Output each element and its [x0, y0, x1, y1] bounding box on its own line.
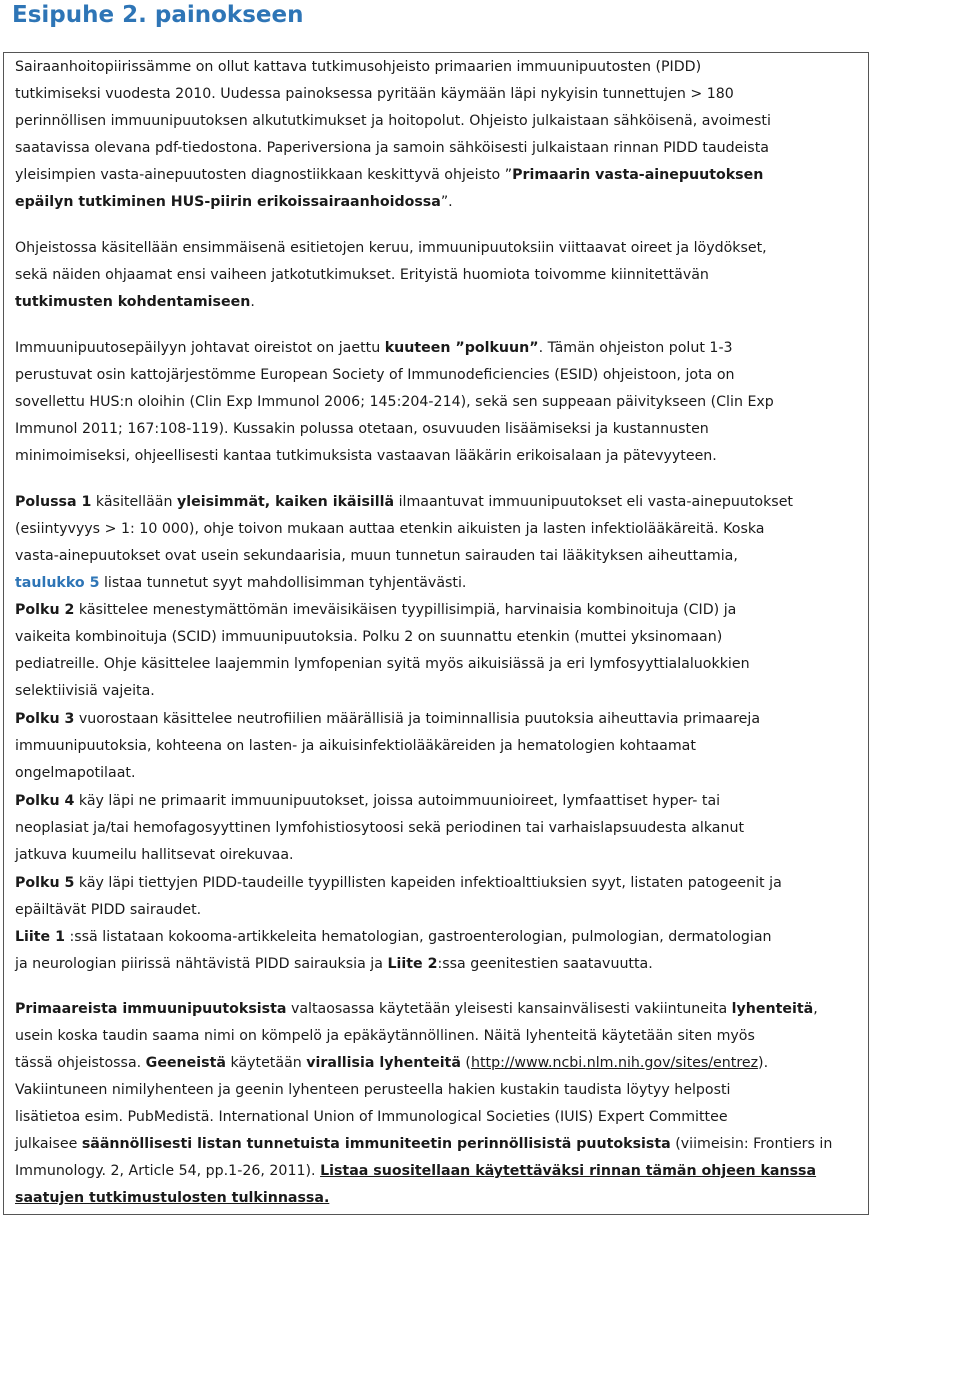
text-line: saatavissa olevana pdf-tiedostona. Paperiversiona ja samoin sähköisesti julkaistaan rinnan PIDD taudeista	[15, 140, 769, 156]
text-line: Polku 3 vuorostaan käsittelee neutrofiilien määrällisiä ja toiminnallisia puutoksia aiheuttavia primaareja	[15, 711, 761, 727]
text-line: Sairaanhoitopiirissämme on ollut kattava tutkimusohjeisto primaarien immuunipuutosten (PIDD)	[15, 59, 702, 75]
text-line: saatujen tutkimustulosten tulkinnassa.	[15, 1190, 330, 1206]
text-line: taulukko 5 listaa tunnetut syyt mahdollisimman tyhjentävästi.	[15, 575, 467, 591]
text-line: Ohjeistossa käsitellään ensimmäisenä esitietojen keruu, immuunipuutoksiin viittaavat oireet ja löydökset,	[15, 240, 767, 256]
text-line: Liite 1 :ssä listataan kokooma-artikkeleita hematologian, gastroenterologian, pulmologian, dermatologian	[15, 929, 772, 945]
text-line: perinnöllisen immuunipuutoksen alkututkimukset ja hoitopolut. Ohjeisto julkaistaan sähköisenä, avoimesti	[15, 113, 771, 129]
text-line: Polku 2 käsittelee menestymättömän imeväisikäisen tyypillisimpiä, harvinaisia kombinoituja (CID) ja	[15, 602, 737, 618]
entrez-link[interactable]: http://www.ncbi.nlm.nih.gov/sites/entrez	[470, 1055, 759, 1071]
text-line: Immunol 2011; 167:108-119). Kussakin polussa otetaan, osuvuuden lisäämiseksi ja kustannusten	[15, 421, 709, 437]
table-5-link[interactable]: taulukko 5	[15, 575, 100, 591]
text-line: yleisimpien vasta-ainepuutosten diagnostiikkaan keskittyvä ohjeisto ”Primaarin vasta-ainepuutoksen	[15, 167, 764, 183]
text-line: immuunipuutoksia, kohteena on lasten- ja aikuisinfektiolääkäreiden ja hematologien kohtaamat	[15, 738, 696, 754]
text-line: selektiivisiä vajeita.	[15, 683, 155, 699]
text-line: (esiintyvyys > 1: 10 000), ohje toivon mukaan auttaa etenkin aikuisten ja lasten infektiolääkäreitä. Koska	[15, 521, 765, 537]
text-line: vasta-ainepuutokset ovat usein sekundaarisia, muun tunnetun sairauden tai lääkityksen aiheuttamia,	[15, 548, 738, 564]
text-line: epäiltävät PIDD sairaudet.	[15, 902, 202, 918]
text-line: sovellettu HUS:n oloihin (Clin Exp Immunol 2006; 145:204-214), sekä sen suppeaan päivitykseen (Clin Exp	[15, 394, 774, 410]
text-line: ja neurologian piirissä nähtävistä PIDD sairauksia ja Liite 2:ssa geenitestien saatavuutta.	[15, 956, 653, 972]
text-line: vaikeita kombinoituja (SCID) immuunipuutoksia. Polku 2 on suunnattu etenkin (muttei yksinomaan)	[15, 629, 723, 645]
text-line: pediatreille. Ohje käsittelee laajemmin lymfopenian syitä myös aikuisiässä ja eri lymfosyyttialaluokkien	[15, 656, 750, 672]
text-line: Immuunipuutosepäilyyn johtavat oireistot on jaettu kuuteen ”polkuun”. Tämän ohjeiston polut 1-3	[15, 340, 733, 356]
text-line: Immunology. 2, Article 54, pp.1-26, 2011). Listaa suositellaan käytettäväksi rinnan tämän ohjeen kanssa	[15, 1163, 817, 1179]
text-line: perustuvat osin kattojärjestömme European Society of Immunodeficiencies (ESID) ohjeistoon, jota on	[15, 367, 735, 383]
text-line: julkaisee säännöllisesti listan tunnetuista immuniteetin perinnöllisistä puutoksista (viimeisin: Frontiers in	[15, 1136, 833, 1152]
text-line: minimoimiseksi, ohjeellisesti kantaa tutkimuksista vastaavan lääkärin erikoisalaan ja pätevyyteen.	[15, 448, 717, 464]
text-line: jatkuva kuumeilu hallitsevat oirekuvaa.	[15, 847, 294, 863]
text-line: epäilyn tutkiminen HUS-piirin erikoissairaanhoidossa”.	[15, 194, 453, 210]
text-line: Polku 5 käy läpi tiettyjen PIDD-taudeille tyypillisten kapeiden infektioalttiuksien syyt, listaten patogeenit ja	[15, 875, 782, 891]
text-line: tässä ohjeistossa. Geeneistä käytetään virallisia lyhenteitä (http://www.ncbi.nlm.nih.gov/sites/entrez).	[15, 1055, 769, 1071]
page-title: Esipuhe 2. painokseen	[12, 2, 304, 28]
text-line: ongelmapotilaat.	[15, 765, 136, 781]
text-line: tutkimusten kohdentamiseen.	[15, 294, 255, 310]
text-line: lisätietoa esim. PubMedistä. International Union of Immunological Societies (IUIS) Expert Committee	[15, 1109, 728, 1125]
page-number: 3	[860, 1248, 896, 1313]
text-line: Polussa 1 käsitellään yleisimmät, kaiken ikäisillä ilmaantuvat immuunipuutokset eli vasta-ainepuutokset	[15, 494, 793, 510]
text-line: Polku 4 käy läpi ne primaarit immuunipuutokset, joissa autoimmuunioireet, lymfaattiset hyper- tai	[15, 793, 721, 809]
text-line: Primaareista immuunipuutoksista valtaosassa käytetään yleisesti kansainvälisesti vakiintuneita lyhenteitä,	[15, 1001, 818, 1017]
preface-box	[3, 52, 869, 1215]
text-line: neoplasiat ja/tai hemofagosyyttinen lymfohistiosytoosi sekä periodinen tai varhaislapsuudesta alkanut	[15, 820, 745, 836]
text-line: Vakiintuneen nimilyhenteen ja geenin lyhenteen perusteella hakien kustakin taudista löytyy helposti	[15, 1082, 731, 1098]
text-line: sekä näiden ohjaamat ensi vaiheen jatkotutkimukset. Erityistä huomiota toivomme kiinnitettävän	[15, 267, 709, 283]
text-line: tutkimiseksi vuodesta 2010. Uudessa painoksessa pyritään käymään läpi nykyisin tunnettujen > 180	[15, 86, 734, 102]
text-line: usein koska taudin saama nimi on kömpelö ja epäkäytännöllinen. Näitä lyhenteitä käytetään siten myös	[15, 1028, 755, 1044]
